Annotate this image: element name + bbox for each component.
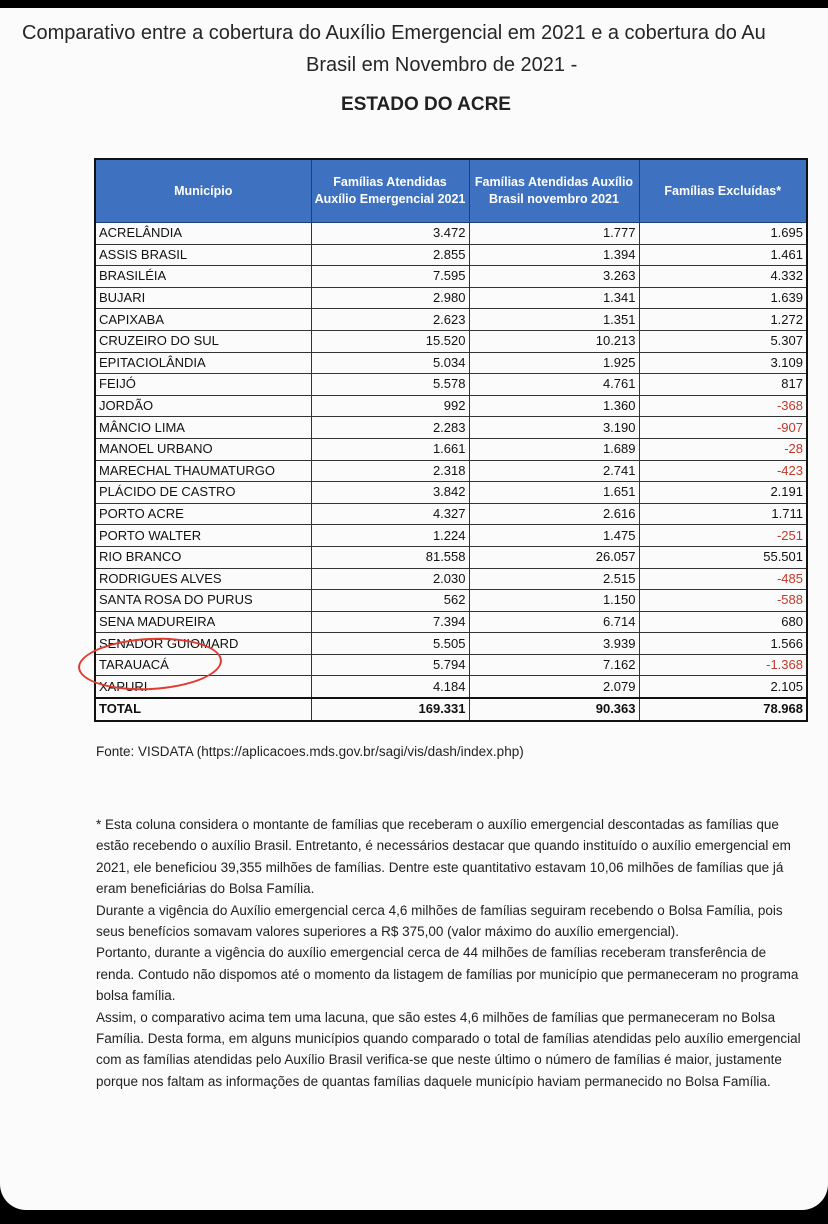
cell-auxilio-brasil: 1.150 <box>469 590 639 612</box>
cell-auxilio-brasil: 3.190 <box>469 417 639 439</box>
title-line-2: Brasil em Novembro de 2021 - <box>306 54 578 76</box>
cell-municipio: JORDÃO <box>95 395 311 417</box>
cell-auxilio-brasil: 1.651 <box>469 482 639 504</box>
cell-familias-excluidas: 5.307 <box>639 330 807 352</box>
table-header-row <box>95 159 807 223</box>
cell-municipio: ASSIS BRASIL <box>95 244 311 266</box>
cell-auxilio-emergencial: 4.184 <box>311 676 469 698</box>
cell-municipio: SANTA ROSA DO PURUS <box>95 590 311 612</box>
cell-municipio: MÂNCIO LIMA <box>95 417 311 439</box>
table-row <box>95 503 807 525</box>
cell-auxilio-brasil: 26.057 <box>469 546 639 568</box>
cell-auxilio-emergencial: 1.661 <box>311 438 469 460</box>
table-row <box>95 244 807 266</box>
table-row <box>95 352 807 374</box>
total-auxilio-brasil: 90.363 <box>469 698 639 721</box>
cell-auxilio-emergencial: 2.283 <box>311 417 469 439</box>
cell-auxilio-emergencial: 7.394 <box>311 611 469 633</box>
cell-familias-excluidas: 4.332 <box>639 266 807 288</box>
table-row <box>95 676 807 698</box>
cell-auxilio-brasil: 1.341 <box>469 287 639 309</box>
cell-familias-excluidas: -28 <box>639 438 807 460</box>
cell-auxilio-brasil: 2.741 <box>469 460 639 482</box>
cell-auxilio-emergencial: 5.794 <box>311 654 469 676</box>
table-row <box>95 223 807 245</box>
cell-auxilio-emergencial: 4.327 <box>311 503 469 525</box>
table-row <box>95 482 807 504</box>
cell-auxilio-brasil: 3.939 <box>469 633 639 655</box>
cell-familias-excluidas: 817 <box>639 374 807 396</box>
table-row <box>95 330 807 352</box>
footnote-paragraph: * Esta coluna considera o montante de famílias que receberam o auxílio emergencial descontadas as famílias que estão recebendo o auxílio Brasil. Entretanto, é necessários destacar que quando instituído o auxílio emergencial em 2021, ele beneficiou 39,355 milhões de famílias. Dentre este quantitativo estavam 10,06 milhões de famílias que já eram beneficiárias do Bolsa Família. <box>96 817 791 897</box>
cell-municipio: RODRIGUES ALVES <box>95 568 311 590</box>
cell-auxilio-emergencial: 81.558 <box>311 546 469 568</box>
state-heading: ESTADO DO ACRE <box>341 94 511 115</box>
header-auxilio-brasil: Famílias Atendidas Auxílio Brasil novembro 2021 <box>469 159 639 223</box>
cell-municipio: RIO BRANCO <box>95 546 311 568</box>
cell-municipio: MARECHAL THAUMATURGO <box>95 460 311 482</box>
table-row <box>95 654 807 676</box>
table-row <box>95 633 807 655</box>
cell-familias-excluidas: 1.695 <box>639 223 807 245</box>
header-municipio: Município <box>95 159 311 223</box>
total-auxilio-emergencial: 169.331 <box>311 698 469 721</box>
table-row <box>95 611 807 633</box>
source-citation: Fonte: VISDATA (https://aplicacoes.mds.gov.br/sagi/vis/dash/index.php) <box>96 744 524 759</box>
cell-familias-excluidas: -1.368 <box>639 654 807 676</box>
cell-auxilio-emergencial: 5.034 <box>311 352 469 374</box>
total-familias-excluidas: 78.968 <box>639 698 807 721</box>
table-row <box>95 309 807 331</box>
cell-municipio: ACRELÂNDIA <box>95 223 311 245</box>
cell-auxilio-brasil: 10.213 <box>469 330 639 352</box>
footnote-paragraph: Portanto, durante a vigência do auxílio emergencial cerca de 44 milhões de famílias receberam transferência de renda. Contudo não dispomos até o momento da listagem de famílias por município que permaneceram no programa bolsa família. <box>96 945 799 1004</box>
cell-auxilio-brasil: 4.761 <box>469 374 639 396</box>
cell-auxilio-emergencial: 1.224 <box>311 525 469 547</box>
table-row <box>95 395 807 417</box>
table-row <box>95 287 807 309</box>
coverage-table <box>94 158 808 722</box>
table-row <box>95 568 807 590</box>
table-row <box>95 460 807 482</box>
cell-municipio: FEIJÓ <box>95 374 311 396</box>
cell-familias-excluidas: 1.566 <box>639 633 807 655</box>
cell-municipio: BUJARI <box>95 287 311 309</box>
cell-familias-excluidas: 55.501 <box>639 546 807 568</box>
cell-auxilio-emergencial: 7.595 <box>311 266 469 288</box>
cell-auxilio-brasil: 1.351 <box>469 309 639 331</box>
cell-auxilio-brasil: 1.360 <box>469 395 639 417</box>
cell-familias-excluidas: -368 <box>639 395 807 417</box>
cell-familias-excluidas: -251 <box>639 525 807 547</box>
cell-auxilio-emergencial: 5.505 <box>311 633 469 655</box>
cell-familias-excluidas: 3.109 <box>639 352 807 374</box>
cell-municipio: PORTO WALTER <box>95 525 311 547</box>
footnote <box>96 814 804 1092</box>
cell-familias-excluidas: -423 <box>639 460 807 482</box>
cell-auxilio-emergencial: 15.520 <box>311 330 469 352</box>
cell-auxilio-emergencial: 2.855 <box>311 244 469 266</box>
cell-auxilio-brasil: 1.925 <box>469 352 639 374</box>
cell-familias-excluidas: 2.105 <box>639 676 807 698</box>
cell-municipio: EPITACIOLÂNDIA <box>95 352 311 374</box>
cell-auxilio-brasil: 2.079 <box>469 676 639 698</box>
cell-auxilio-emergencial: 2.030 <box>311 568 469 590</box>
cell-auxilio-emergencial: 3.472 <box>311 223 469 245</box>
cell-auxilio-brasil: 3.263 <box>469 266 639 288</box>
cell-auxilio-emergencial: 3.842 <box>311 482 469 504</box>
cell-familias-excluidas: -588 <box>639 590 807 612</box>
cell-auxilio-emergencial: 2.318 <box>311 460 469 482</box>
cell-auxilio-brasil: 7.162 <box>469 654 639 676</box>
cell-auxilio-brasil: 1.394 <box>469 244 639 266</box>
cell-familias-excluidas: 2.191 <box>639 482 807 504</box>
cell-familias-excluidas: 1.639 <box>639 287 807 309</box>
cell-municipio: CAPIXABA <box>95 309 311 331</box>
cell-auxilio-emergencial: 2.623 <box>311 309 469 331</box>
cell-familias-excluidas: -485 <box>639 568 807 590</box>
cell-municipio: BRASILÉIA <box>95 266 311 288</box>
table-row <box>95 266 807 288</box>
table-row <box>95 374 807 396</box>
cell-municipio: CRUZEIRO DO SUL <box>95 330 311 352</box>
cell-auxilio-brasil: 2.515 <box>469 568 639 590</box>
cell-municipio: SENA MADUREIRA <box>95 611 311 633</box>
cell-municipio: XAPURI <box>95 676 311 698</box>
cell-auxilio-emergencial: 5.578 <box>311 374 469 396</box>
header-auxilio-emergencial: Famílias Atendidas Auxílio Emergencial 2021 <box>311 159 469 223</box>
cell-auxilio-brasil: 6.714 <box>469 611 639 633</box>
cell-municipio: PLÁCIDO DE CASTRO <box>95 482 311 504</box>
footnote-paragraph: Durante a vigência do Auxílio emergencial cerca 4,6 milhões de famílias seguiram recebendo o Bolsa Família, pois seus benefícios somavam valores superiores a R$ 375,00 (valor máximo do auxílio emergencial). <box>96 902 783 940</box>
cell-municipio: MANOEL URBANO <box>95 438 311 460</box>
cell-familias-excluidas: 680 <box>639 611 807 633</box>
cell-familias-excluidas: 1.711 <box>639 503 807 525</box>
cell-auxilio-brasil: 2.616 <box>469 503 639 525</box>
table-row <box>95 438 807 460</box>
cell-auxilio-emergencial: 2.980 <box>311 287 469 309</box>
cell-municipio: PORTO ACRE <box>95 503 311 525</box>
cell-auxilio-emergencial: 992 <box>311 395 469 417</box>
table-row <box>95 525 807 547</box>
cell-auxilio-brasil: 1.777 <box>469 223 639 245</box>
document-page <box>0 8 828 1210</box>
cell-familias-excluidas: -907 <box>639 417 807 439</box>
cell-familias-excluidas: 1.272 <box>639 309 807 331</box>
table-row <box>95 417 807 439</box>
title-line-1: Comparativo entre a cobertura do Auxílio Emergencial em 2021 e a cobertura do Au <box>22 22 766 44</box>
table-row <box>95 546 807 568</box>
cell-municipio: SENADOR GUIOMARD <box>95 633 311 655</box>
footnote-paragraph: Assim, o comparativo acima tem uma lacuna, que são estes 4,6 milhões de famílias que permaneceram no Bolsa Família. Desta forma, em alguns municípios quando comparado o total de famílias atendidas pelo auxílio emergencial com as famílias atendidas pelo Auxílio Brasil verifica-se que neste último o número de famílias é maior, justamente porque nos faltam as informações de quantas famílias daquele município haviam permanecido no Bolsa Família. <box>96 1009 801 1089</box>
cell-auxilio-brasil: 1.475 <box>469 525 639 547</box>
total-label: TOTAL <box>95 698 311 721</box>
header-familias-excluidas: Famílias Excluídas* <box>639 159 807 223</box>
table-total-row <box>95 698 807 721</box>
cell-auxilio-emergencial: 562 <box>311 590 469 612</box>
cell-auxilio-brasil: 1.689 <box>469 438 639 460</box>
table-row <box>95 590 807 612</box>
cell-municipio: TARAUACÁ <box>95 654 311 676</box>
cell-familias-excluidas: 1.461 <box>639 244 807 266</box>
